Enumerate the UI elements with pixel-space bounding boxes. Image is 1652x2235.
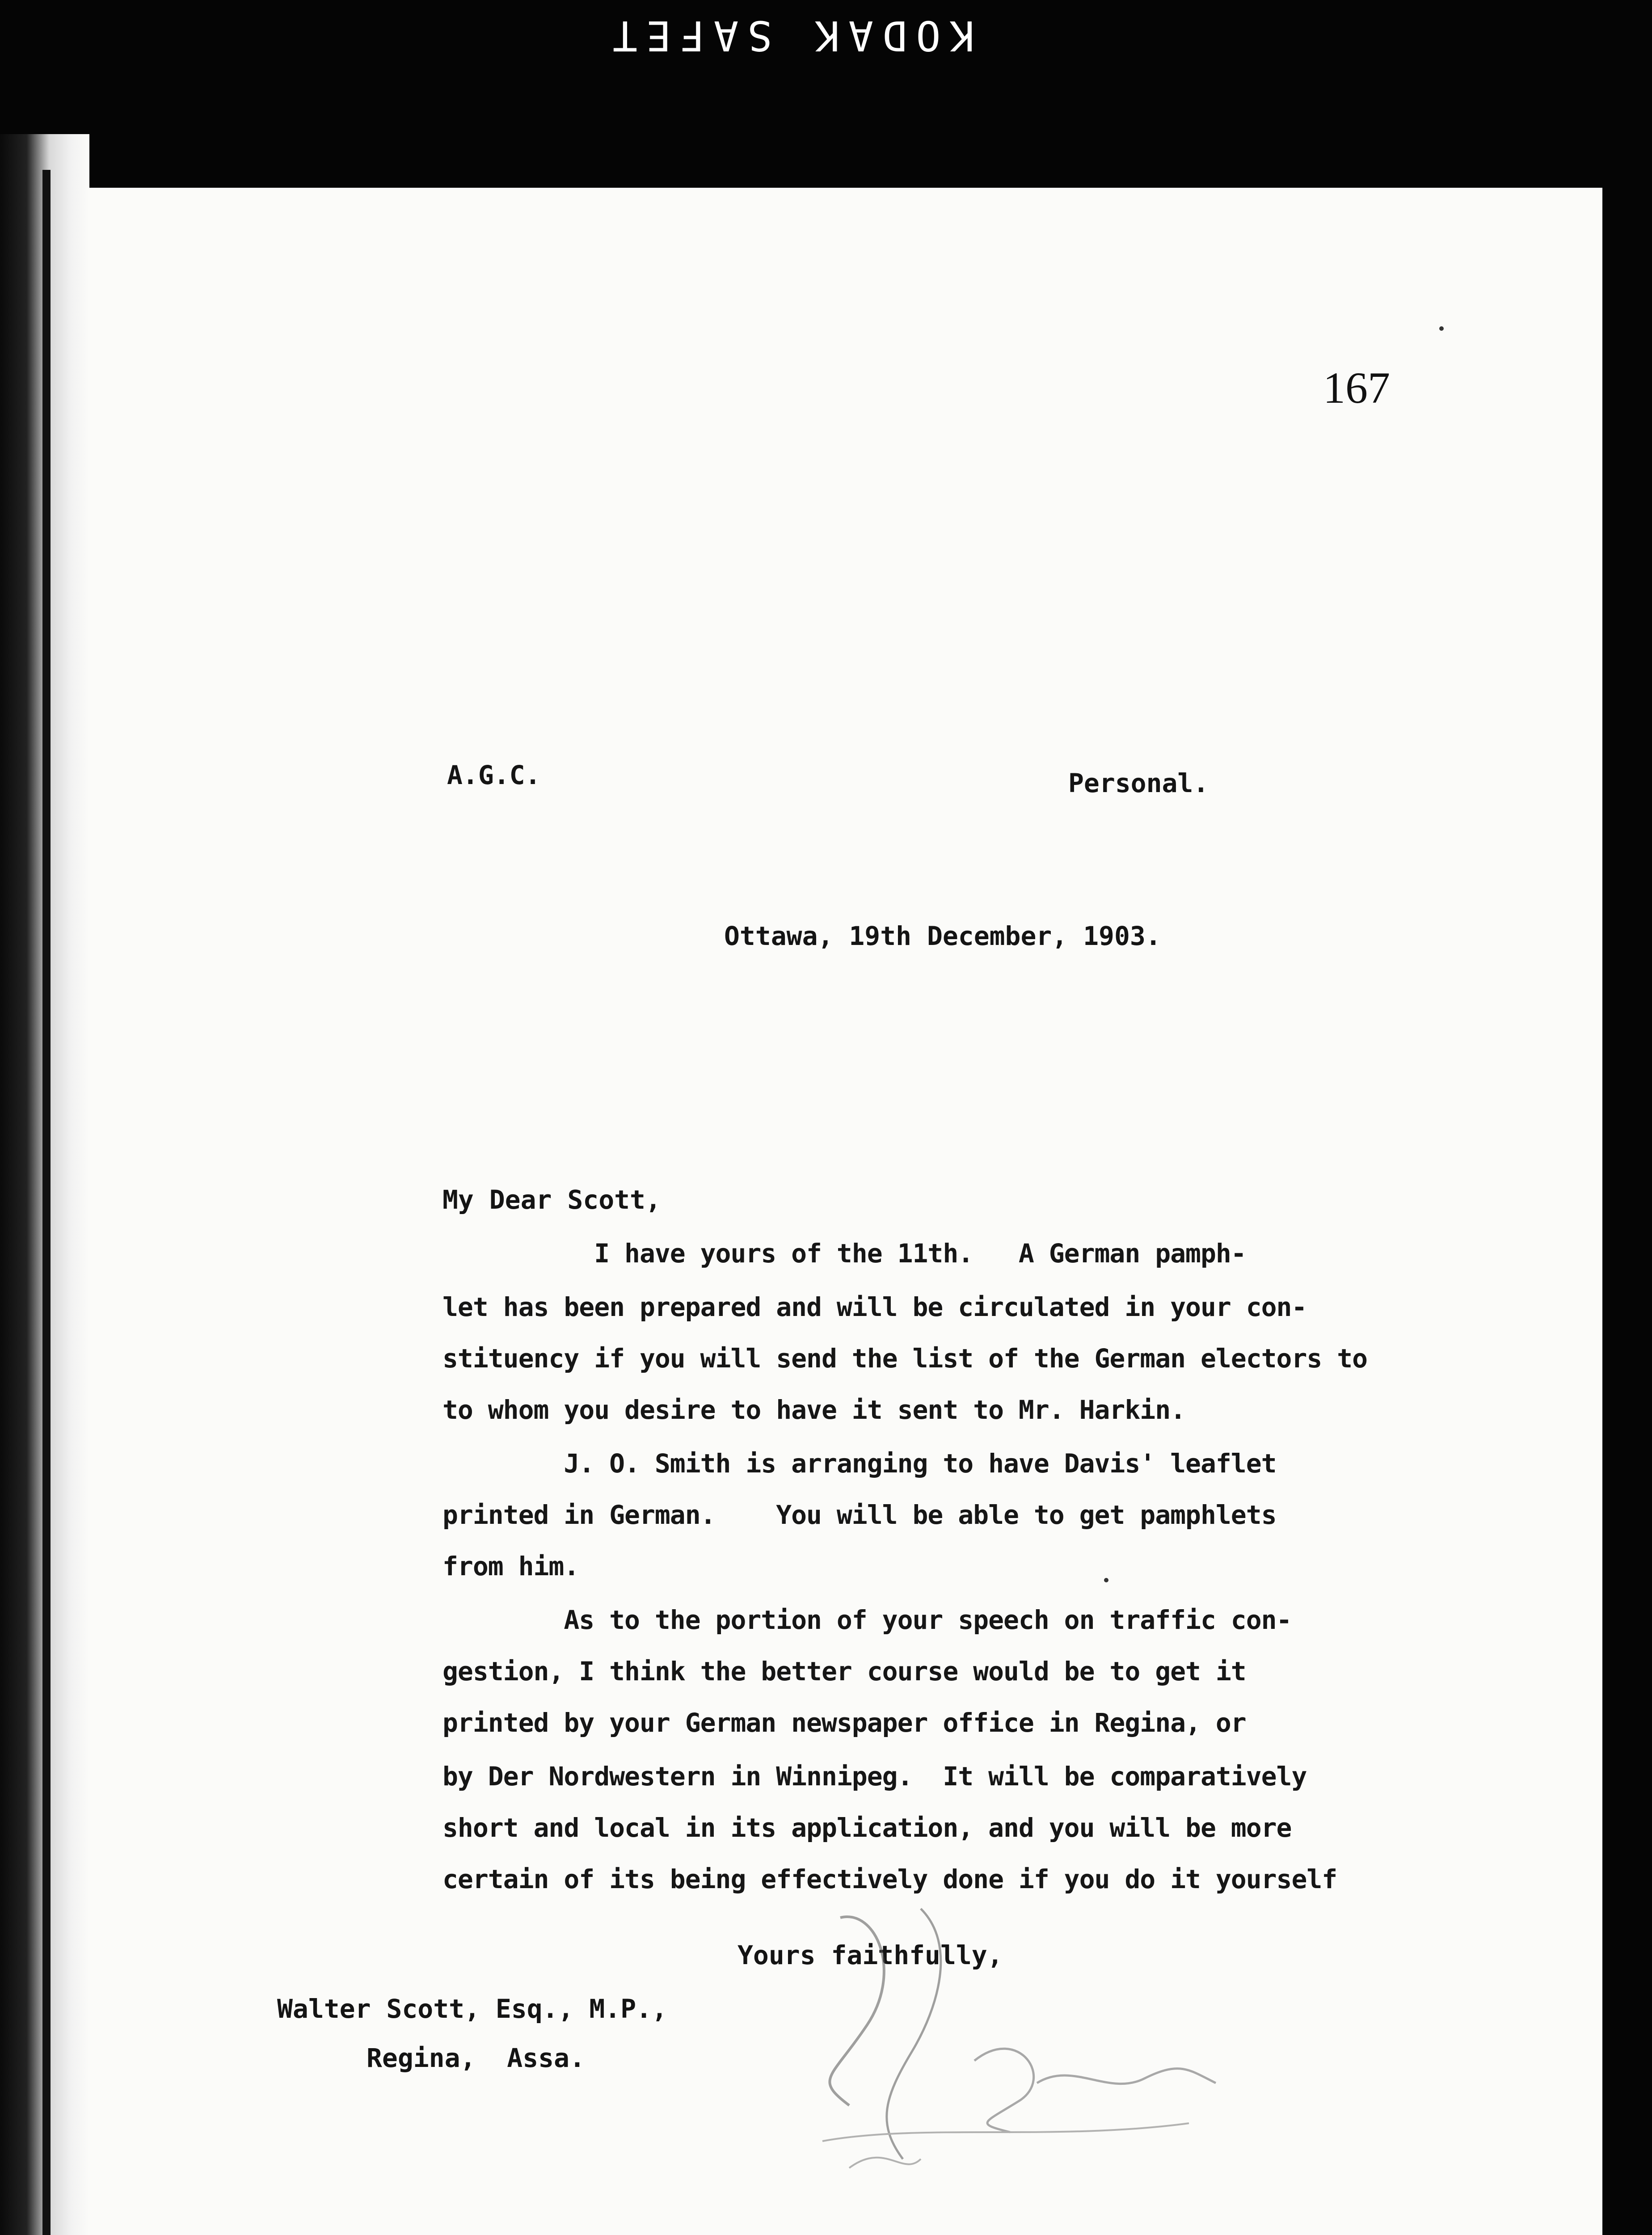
film-edge-marking: KODAK SAFET	[603, 12, 974, 60]
body-line: As to the portion of your speech on traffic con-	[442, 1605, 1292, 1635]
film-speck	[1439, 326, 1444, 331]
salutation: My Dear Scott,	[442, 1185, 661, 1215]
body-line: to whom you desire to have it sent to Mr. Harkin.	[442, 1395, 1186, 1425]
closing: Yours faithfully,	[738, 1940, 1003, 1970]
recipient-place: Regina, Assa.	[367, 2043, 585, 2073]
recipient-name: Walter Scott, Esq., M.P.,	[277, 1994, 667, 2024]
body-line: stituency if you will send the list of the German electors to	[442, 1343, 1368, 1374]
dateline: Ottawa, 19th December, 1903.	[724, 921, 1161, 951]
body-line: J. O. Smith is arranging to have Davis' leaflet	[442, 1448, 1277, 1479]
binding-shadow	[42, 170, 51, 2235]
body-line: certain of its being effectively done if you do it yourself	[442, 1864, 1337, 1894]
body-line: printed by your German newspaper office in Regina, or	[442, 1708, 1246, 1738]
body-line: gestion, I think the better course would be to get it	[442, 1656, 1246, 1687]
handwritten-signature	[787, 1891, 1234, 2195]
reference-code: A.G.C.	[447, 760, 541, 790]
body-line: printed in German. You will be able to get pamphlets	[442, 1500, 1277, 1530]
body-line: from him.	[442, 1551, 579, 1581]
body-line: I have yours of the 11th. A German pamph-	[442, 1238, 1246, 1269]
page-number: 167	[1323, 363, 1390, 413]
body-line: let has been prepared and will be circulated in your con-	[442, 1292, 1307, 1322]
body-line: short and local in its application, and you will be more	[442, 1813, 1292, 1843]
film-speck	[1104, 1578, 1108, 1582]
body-line: by Der Nordwestern in Winnipeg. It will be comparatively	[442, 1761, 1307, 1792]
personal-marking: Personal.	[1068, 768, 1209, 798]
